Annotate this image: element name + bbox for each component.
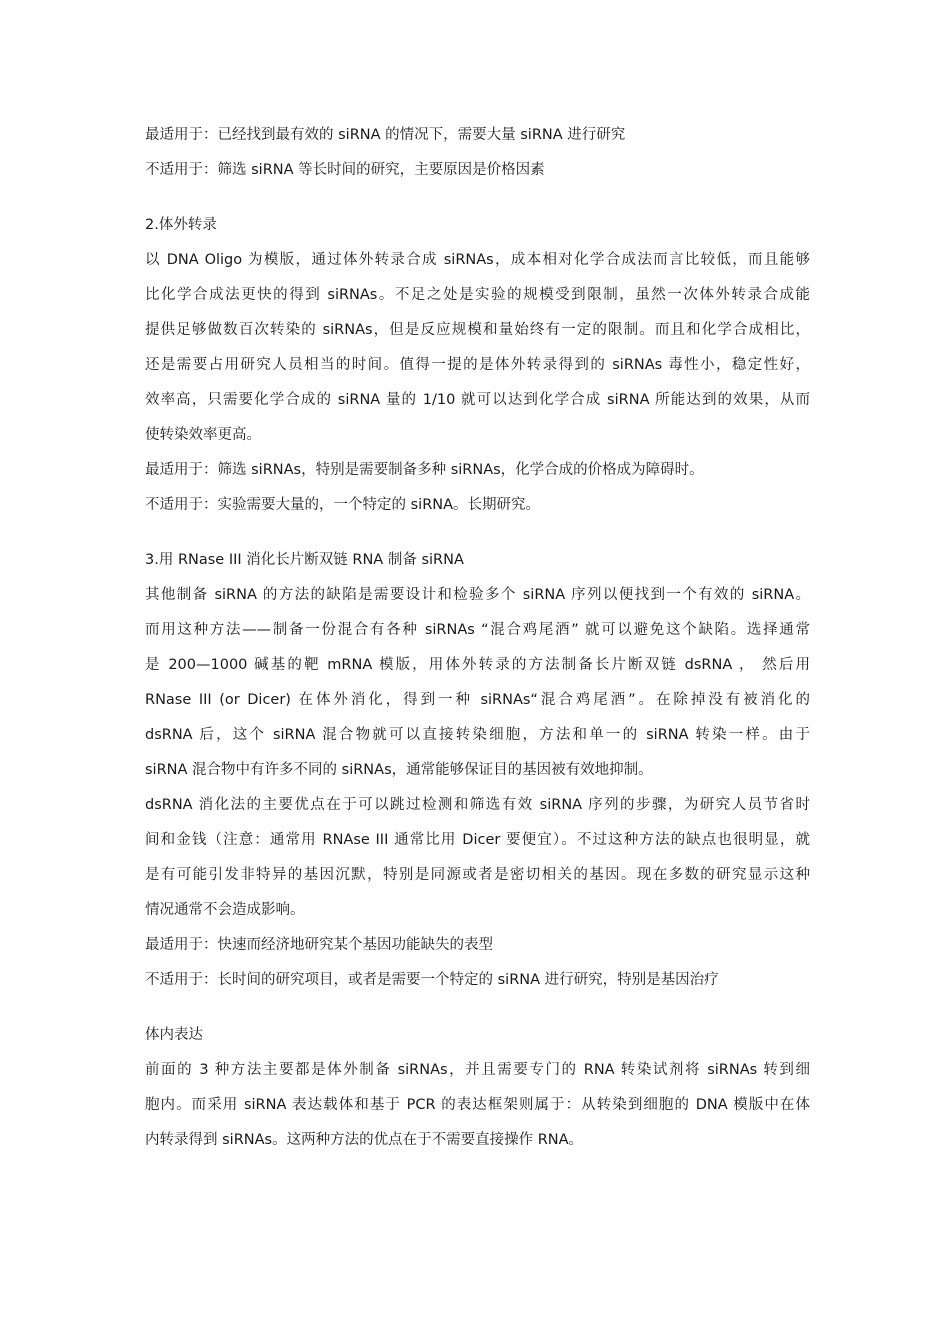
paragraph-line: 是 200—1000 碱基的靶 mRNA 模版，用体外转录的方法制备长片断双链 dsRNA ， 然后用: [145, 657, 810, 673]
paragraph-line: dsRNA 后，这个 siRNA 混合物就可以直接转染细胞，方法和单一的 siRNA 转染一样。由于: [145, 727, 810, 743]
not-suited-line-3: 不适用于：长时间的研究项目，或者是需要一个特定的 siRNA 进行研究，特别是基因治疗: [145, 972, 719, 988]
section-heading-rnase-iii: 3.用 RNase III 消化长片断双链 RNA 制备 siRNA: [145, 552, 464, 568]
paragraph-line: 效率高，只需要化学合成的 siRNA 量的 1/10 就可以达到化学合成 siRNA 所能达到的效果，从而: [145, 392, 810, 408]
paragraph-line: 是有可能引发非特异的基因沉默，特别是同源或者是密切相关的基因。现在多数的研究显示这种: [145, 867, 810, 883]
section-heading-in-vitro-transcription: 2.体外转录: [145, 217, 217, 233]
paragraph-line: 胞内。而采用 siRNA 表达载体和基于 PCR 的表达框架则属于：从转染到细胞的 DNA 模版中在体: [145, 1097, 810, 1113]
not-suited-line-2: 不适用于：实验需要大量的，一个特定的 siRNA。长期研究。: [145, 497, 541, 513]
paragraph-line: 比化学合成法更快的得到 siRNAs。不足之处是实验的规模受到限制，虽然一次体外转录合成能: [145, 287, 810, 303]
paragraph-line: dsRNA 消化法的主要优点在于可以跳过检测和筛选有效 siRNA 序列的步骤，为研究人员节省时: [145, 797, 810, 813]
spacer: [145, 529, 810, 549]
paragraph-line: 以 DNA Oligo 为模版，通过体外转录合成 siRNAs，成本相对化学合成法而言比较低，而且能够: [145, 252, 810, 268]
paragraph-line: 提供足够做数百次转染的 siRNAs，但是反应规模和量始终有一定的限制。而且和化学合成相比，: [145, 322, 810, 338]
paragraph-line: 而用这种方法——制备一份混合有各种 siRNAs “混合鸡尾酒” 就可以避免这个缺陷。选择通常: [145, 622, 810, 638]
spacer: [145, 1004, 810, 1024]
paragraph-line: 前面的 3 种方法主要都是体外制备 siRNAs，并且需要专门的 RNA 转染试剂将 siRNAs 转到细: [145, 1062, 810, 1078]
not-suited-line-1: 不适用于：筛选 siRNA 等长时间的研究，主要原因是价格因素: [145, 162, 545, 178]
paragraph-line: 间和金钱（注意：通常用 RNAse III 通常比用 Dicer 要便宜）。不过这种方法的缺点也很明显，就: [145, 832, 810, 848]
best-suited-line-2: 最适用于：筛选 siRNAs，特别是需要制备多种 siRNAs，化学合成的价格成为障碍时。: [145, 462, 704, 478]
section-heading-in-vivo-expression: 体内表达: [145, 1027, 203, 1043]
paragraph-line: 其他制备 siRNA 的方法的缺陷是需要设计和检验多个 siRNA 序列以便找到一个有效的 siRNA。: [145, 587, 810, 603]
paragraph-line: 还是需要占用研究人员相当的时间。值得一提的是体外转录得到的 siRNAs 毒性小，稳定性好，: [145, 357, 810, 373]
best-suited-line-3: 最适用于：快速而经济地研究某个基因功能缺失的表型: [145, 937, 493, 953]
paragraph-line: 内转录得到 siRNAs。这两种方法的优点在于不需要直接操作 RNA。: [145, 1132, 584, 1148]
paragraph-line: 情况通常不会造成影响。: [145, 902, 305, 918]
paragraph-line: RNase III (or Dicer) 在体外消化，得到一种 siRNAs“混合鸡尾酒”。在除掉没有被消化的: [145, 692, 810, 708]
best-suited-line-1: 最适用于：已经找到最有效的 siRNA 的情况下，需要大量 siRNA 进行研究: [145, 127, 626, 143]
spacer: [145, 194, 810, 214]
paragraph-line: siRNA 混合物中有许多不同的 siRNAs，通常能够保证目的基因被有效地抑制。: [145, 762, 653, 778]
document-page: [145, 124, 810, 1164]
paragraph-line: 使转染效率更高。: [145, 427, 261, 443]
